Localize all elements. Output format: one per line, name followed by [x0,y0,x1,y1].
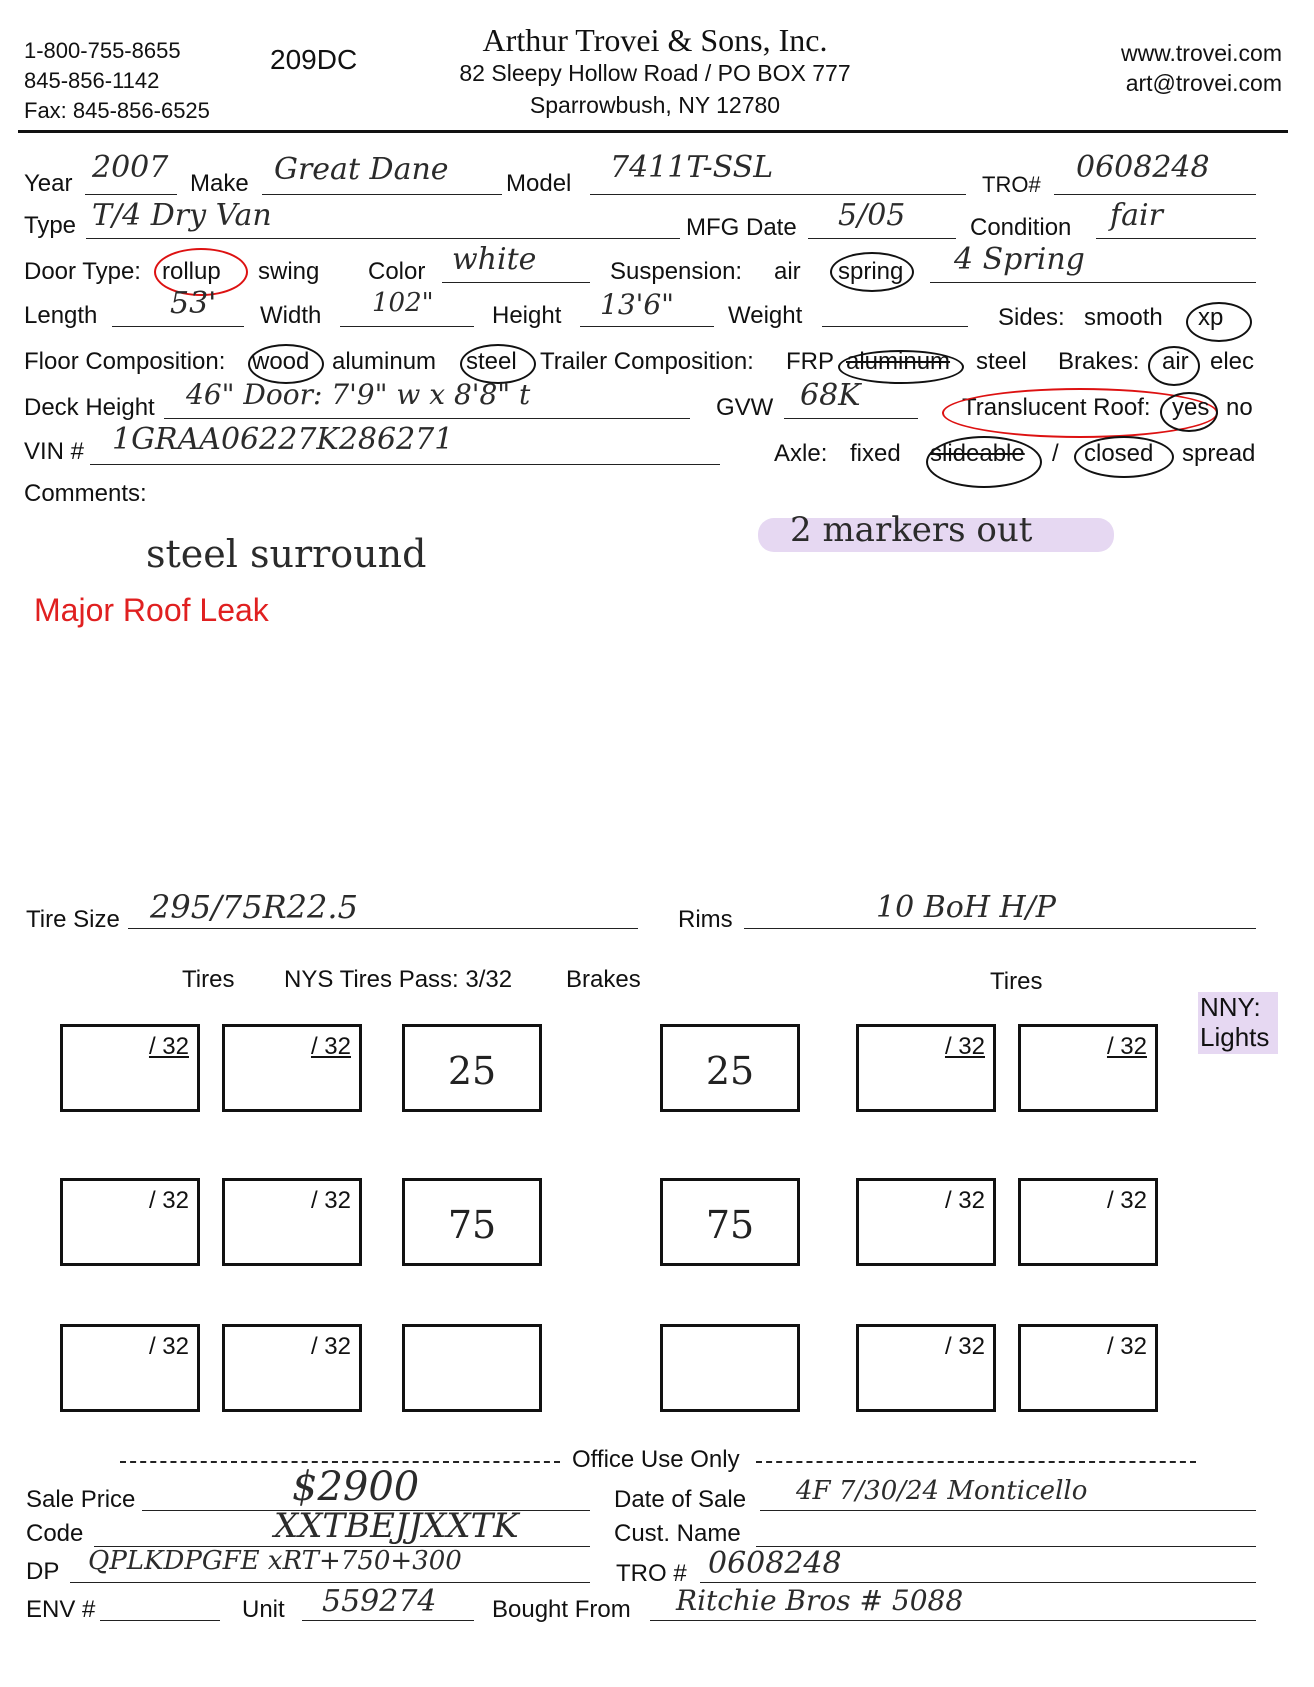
floor-aluminum-option: aluminum [332,348,437,375]
width-line [340,326,474,327]
type-line [86,238,680,239]
office-use-label: Office Use Only [572,1446,740,1473]
nny-label: NNY: [1200,992,1261,1022]
make-line [262,194,502,195]
brake-value-r1: 25 [705,1049,755,1093]
mfg-date-label: MFG Date [686,214,797,241]
vin-value: 1GRAA06227K286271 [112,422,454,457]
suspension-spring-option: spring [838,258,904,285]
header-fax: Fax: 845-856-6525 [24,98,210,123]
year-value: 2007 [92,150,169,185]
comment-markers-out-text: 2 markers out [790,510,1033,550]
tire-box-l2-outer [60,1178,200,1266]
tire-box-l2-inner [222,1178,362,1266]
tro-label: TRO# [982,172,1041,197]
weight-line [822,326,968,327]
brake-value-l2: 75 [447,1203,497,1247]
tire-box-l1-outer [60,1024,200,1112]
rims-value: 10 BoH H/P [876,890,1056,925]
date-of-sale-label: Date of Sale [614,1486,747,1513]
floor-steel-option: steel [466,348,517,375]
office-use-dash-left [120,1461,560,1463]
tire-box-l3-inner [222,1324,362,1412]
translucent-yes-option: yes [1172,394,1210,421]
lights-label: Lights [1200,1022,1270,1052]
sale-price-label: Sale Price [26,1486,136,1513]
tire-box-l1-inner [222,1024,362,1112]
unit-line [302,1620,474,1621]
make-value: Great Dane [274,152,449,187]
floor-label: Floor Composition: [24,348,226,375]
height-label: Height [492,302,562,329]
env-line [100,1620,220,1621]
axle-separator: / [1052,440,1059,467]
tire-box-l3-outer [60,1324,200,1412]
unit-value: 559274 [322,1584,437,1619]
tc-aluminum-option: aluminum [846,348,951,375]
tire-depth-r3-inner: / 32 [944,1333,985,1360]
height-value: 13'6" [600,288,675,321]
brake-box-r3 [660,1324,800,1412]
condition-line [1096,238,1256,239]
cust-name-label: Cust. Name [614,1520,741,1547]
dp-value: QPLKDPGFE xRT+750+300 [88,1546,462,1576]
width-label: Width [260,302,322,329]
mfg-date-line [808,238,956,239]
axle-closed-circle [1074,436,1174,478]
brake-box-l3 [402,1324,542,1412]
type-value: T/4 Dry Van [92,198,272,233]
tire-box-r1-inner [856,1024,996,1112]
gvw-label: GVW [716,394,774,421]
axle-spread-option: spread [1182,440,1256,467]
color-line [442,282,590,283]
axle-label: Axle: [774,440,828,467]
sides-xp-circle [1186,302,1252,342]
unit-label: Unit [242,1596,285,1623]
tire-box-r2-outer [1018,1178,1158,1266]
condition-value: fair [1110,198,1163,233]
axle-slideable-option: slideable [930,440,1025,467]
tires-right-header: Tires [990,968,1043,995]
tro2-line [700,1582,1256,1583]
trailer-comp-label: Trailer Composition: [540,348,754,375]
translucent-no-option: no [1226,394,1253,421]
tire-depth-r2-inner: / 32 [944,1187,985,1214]
bought-from-label: Bought From [492,1596,631,1623]
brake-value-l1: 25 [447,1049,497,1093]
sides-label: Sides: [998,304,1065,331]
type-label: Type [24,212,77,239]
tc-steel-option: steel [976,348,1027,375]
axle-closed-option: closed [1084,440,1154,467]
year-line [85,194,177,195]
brake-box-l1 [402,1024,542,1112]
tire-box-r3-inner [856,1324,996,1412]
brakes-header: Brakes [566,966,641,993]
weight-label: Weight [728,302,803,329]
axle-fixed-option: fixed [850,440,901,467]
deck-height-value: 46" Door: 7'9" w x 8'8" t [186,378,531,411]
header-divider [18,130,1288,133]
date-of-sale-line [760,1510,1256,1511]
length-value: 53' [170,286,217,321]
brakes-elec-option: elec [1210,348,1255,375]
sides-smooth-option: smooth [1084,304,1163,331]
condition-label: Condition [970,214,1072,241]
tire-depth-l2-inner: / 32 [310,1187,351,1214]
tire-box-r2-inner [856,1178,996,1266]
deck-height-label: Deck Height [24,394,155,421]
suspension-line [930,282,1256,283]
header-phone1: 1-800-755-8655 [24,38,181,63]
tro-line [1054,194,1256,195]
company-name: Arthur Trovei & Sons, Inc. [482,22,828,58]
dp-line [70,1582,590,1583]
tire-size-value: 295/75R22.5 [150,888,358,926]
company-email: art@trovei.com [1125,70,1282,96]
floor-wood-option: wood [252,348,310,375]
length-label: Length [24,302,98,329]
height-line [580,326,714,327]
comment-major-roof-leak: Major Roof Leak [34,592,269,628]
bought-from-line [650,1620,1256,1621]
form-code: 209DC [270,44,358,75]
model-line [590,194,966,195]
code-label: Code [26,1520,84,1547]
suspension-air-option: air [774,258,801,285]
brakes-air-option: air [1162,348,1189,375]
company-address1: 82 Sleepy Hollow Road / PO BOX 777 [459,60,851,86]
office-use-dash-right [756,1461,1196,1463]
brake-value-r2: 75 [705,1203,755,1247]
axle-slideable-circle [926,436,1042,488]
rims-line [744,928,1256,929]
sides-xp-option: xp [1198,304,1224,331]
tire-depth-r1-outer: / 32 [1106,1033,1147,1060]
gvw-value: 68K [800,378,861,413]
company-website: www.trovei.com [1120,40,1282,66]
model-value: 7411T-SSL [610,150,774,185]
suspension-note-value: 4 Spring [954,242,1085,277]
tire-depth-l3-outer: / 32 [148,1333,189,1360]
model-label: Model [506,170,572,197]
brakes-air-circle [1148,346,1200,386]
tro-value: 0608248 [1076,150,1210,185]
tro2-label: TRO # [616,1560,687,1587]
make-label: Make [190,170,249,197]
color-label: Color [368,258,426,285]
tire-depth-r2-outer: / 32 [1106,1187,1147,1214]
tire-depth-l1-inner: / 32 [310,1033,351,1060]
suspension-label: Suspension: [610,258,743,285]
company-address2: Sparrowbush, NY 12780 [529,92,781,118]
tire-depth-r1-inner: / 32 [944,1033,985,1060]
mfg-date-value: 5/05 [838,198,906,233]
translucent-yes-circle [1160,392,1218,432]
comment-steel-surround: steel surround [146,532,427,576]
vin-line [90,464,720,465]
vin-label: VIN # [24,438,85,465]
sale-price-value: $2900 [292,1464,420,1510]
length-line [112,326,244,327]
date-of-sale-value: 4F 7/30/24 Monticello [796,1476,1088,1506]
year-label: Year [24,170,73,197]
comments-label: Comments: [24,480,147,507]
dp-label: DP [26,1558,60,1585]
tire-size-label: Tire Size [26,906,120,933]
brakes-label: Brakes: [1058,348,1140,375]
tire-box-r1-outer [1018,1024,1158,1112]
tro2-value: 0608248 [708,1546,842,1581]
tire-depth-l3-inner: / 32 [310,1333,351,1360]
code-value: XXTBEJJXXTK [274,1506,519,1546]
header-phone2: 845-856-1142 [24,68,160,93]
deck-height-line [164,418,690,419]
door-rollup-option: rollup [162,258,221,285]
door-swing-option: swing [258,258,320,285]
color-value: white [452,242,537,277]
tire-depth-l2-outer: / 32 [148,1187,189,1214]
bought-from-value: Ritchie Bros # 5088 [676,1584,964,1617]
nys-tires-pass-header: NYS Tires Pass: 3/32 [284,966,513,993]
door-type-label: Door Type: [24,258,141,285]
tire-depth-r3-outer: / 32 [1106,1333,1147,1360]
rims-label: Rims [678,906,733,933]
translucent-roof-label: Translucent Roof: [962,394,1151,421]
suspension-spring-circle [830,252,914,292]
brake-box-l2 [402,1178,542,1266]
tire-depth-l1-outer: / 32 [148,1033,189,1060]
gvw-line [784,418,918,419]
tc-frp-option: FRP [786,348,834,375]
tires-left-header: Tires [182,966,235,993]
width-value: 102" [372,288,434,318]
env-label: ENV # [26,1596,96,1623]
tire-box-r3-outer [1018,1324,1158,1412]
brake-box-r1 [660,1024,800,1112]
brake-box-r2 [660,1178,800,1266]
tire-size-line [128,928,638,929]
